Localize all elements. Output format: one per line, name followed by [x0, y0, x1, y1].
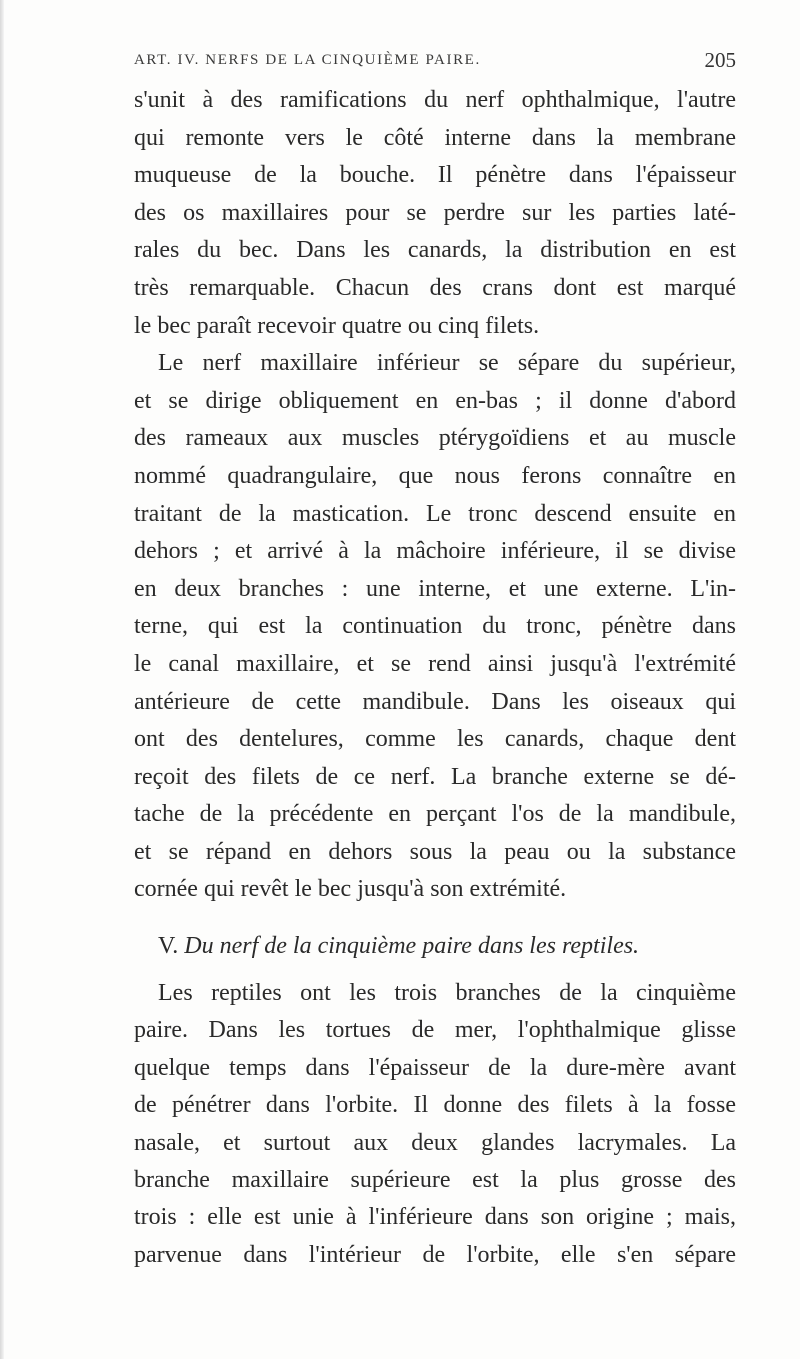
text-line: cornée qui revêt le bec jusqu'à son extrémité. — [134, 876, 567, 903]
text-line: et se dirige obliquement en en-bas ; il donne d'abord — [134, 387, 736, 414]
text-line: rales du bec. Dans les canards, la distribution en est — [134, 237, 736, 264]
text-line: nommé quadrangulaire, que nous ferons connaître en — [134, 462, 736, 489]
section-title: Du nerf de la cinquième paire dans les reptiles. — [184, 933, 640, 960]
section-number: V. — [158, 933, 179, 960]
running-header — [134, 48, 736, 72]
text-line: des os maxillaires pour se perdre sur les parties laté- — [134, 199, 736, 226]
text-line: Le nerf maxillaire inférieur se sépare du supérieur, — [158, 350, 736, 377]
text-line: antérieure de cette mandibule. Dans les oiseaux qui — [134, 688, 736, 715]
text-line: qui remonte vers le côté interne dans la membrane — [134, 124, 736, 151]
running-title: ART. IV. NERFS DE LA CINQUIÈME PAIRE. — [134, 52, 481, 68]
text-line: Les reptiles ont les trois branches de la cinquième — [158, 980, 736, 1007]
text-line: muqueuse de la bouche. Il pénètre dans l'épaisseur — [134, 162, 736, 189]
section-body — [134, 975, 736, 1274]
text-line: des rameaux aux muscles ptérygoïdiens et au muscle — [134, 425, 736, 452]
text-line: terne, qui est la continuation du tronc, pénètre dans — [134, 613, 736, 640]
body-text — [134, 82, 736, 1274]
text-line: très remarquable. Chacun des crans dont est marqué — [134, 274, 736, 301]
text-line: le canal maxillaire, et se rend ainsi jusqu'à l'extrémité — [134, 650, 736, 677]
text-line: branche maxillaire supérieure est la plus grosse des — [134, 1167, 736, 1194]
text-line: s'unit à des ramifications du nerf ophthalmique, l'autre — [134, 87, 736, 113]
text-line: tache de la précédente en perçant l'os de la mandibule, — [134, 801, 736, 828]
text-line: trois : elle est unie à l'inférieure dans son origine ; mais, — [134, 1204, 736, 1231]
text-line: quelque temps dans l'épaisseur de la dure-mère avant — [134, 1054, 736, 1081]
text-line: en deux branches : une interne, et une externe. L'in- — [134, 575, 736, 602]
text-line: dehors ; et arrivé à la mâchoire inférieure, il se divise — [134, 538, 736, 565]
text-line: et se répand en dehors sous la peau ou la substance — [134, 838, 736, 865]
text-line: nasale, et surtout aux deux glandes lacrymales. La — [134, 1129, 736, 1156]
page-binding-edge — [0, 0, 4, 1359]
text-line: le bec paraît recevoir quatre ou cinq filets. — [134, 312, 540, 339]
text-line: reçoit des filets de ce nerf. La branche externe se dé- — [134, 763, 736, 790]
page-number: 205 — [704, 48, 736, 72]
text-line: paire. Dans les tortues de mer, l'ophthalmique glisse — [134, 1017, 736, 1044]
text-line: parvenue dans l'intérieur de l'orbite, elle s'en sépare — [134, 1241, 736, 1268]
text-line: traitant de la mastication. Le tronc descend ensuite en — [134, 500, 736, 527]
text-line: ont des dentelures, comme les canards, chaque dent — [134, 726, 736, 753]
section-heading — [134, 917, 736, 975]
text-line: de pénétrer dans l'orbite. Il donne des filets à la fosse — [134, 1092, 736, 1119]
